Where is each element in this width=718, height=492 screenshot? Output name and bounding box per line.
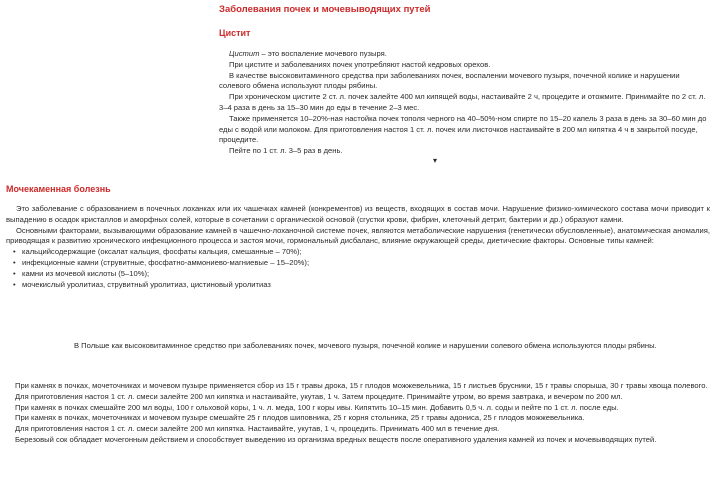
definition-term: Цистит [229, 49, 260, 58]
cystitis-paragraph-1: При цистите и заболеваниях почек употребляют настой кедровых орехов. [229, 59, 491, 69]
list-item: • кальцийсодержащие (оксалат кальция, фосфаты кальция, смешанные – 70%); [22, 247, 710, 258]
cystitis-paragraph-3: При хроническом цистите 2 ст. л. почек залейте 400 мл кипящей воды, настаивайте 2 ч, процедите и отожмите. Принимайте по 2 ст. л. 3–4 раза в день за 15–30 мин до еды в течение 2–3 мес. [219, 92, 706, 112]
urolithiasis-section [6, 204, 710, 290]
cystitis-section [219, 49, 711, 157]
recipe-paragraph: Для приготовления настоя 1 ст. л. смеси залейте 200 мл кипятка. Настаивайте, укутав, 1 ч, процедить. Принимать 400 мл в течение дня. [15, 424, 500, 434]
urolithiasis-paragraph-1: Это заболевание с образованием в почечных лоханках или их чашечках камней (конкрементов) из веществ, входящих в состав мочи. Нарушение физико-химического состава мочи приводит к выпадению в осадок кристаллов и аморфных солей, которые в сочетании с органической основой (сгустки крови, фибрин, клеточный детрит, бактерии и др.) образуют камни. [6, 204, 710, 224]
document-title: Заболевания почек и мочевыводящих путей [219, 4, 431, 15]
list-item: • инфекционные камни (струвитные, фосфатно-аммониево-магниевые – 15–20%); [22, 258, 710, 269]
definition-text: – это воспаление мочевого пузыря. [259, 49, 387, 58]
recipe-paragraph: При камнях в почках, мочеточниках и мочевом пузыре смешайте 25 г плодов шиповника, 25 г корня стольника, 25 г травы адониса, 25 г плодов можжевельника. [15, 413, 585, 423]
cystitis-paragraph-5: Пейте по 1 ст. л. 3–5 раз в день. [229, 146, 343, 156]
recipe-paragraph: Для приготовления настоя 1 ст. л. смеси залейте 200 мл кипятка и настаивайте, укутав, 1 ч. Затем процедите. Принимайте утром, во время завтрака, и вечером по 200 мл. [15, 391, 623, 401]
recipes-section [5, 381, 713, 446]
stone-types-list [6, 247, 710, 290]
cystitis-heading: Цистит [219, 28, 251, 38]
urolithiasis-paragraph-2: Основными факторами, вызывающими образование камней в чашечно-лоханочной системе почек, являются метаболические нарушения (генетически обусловленные), анатомическая аномалия, приводящая к развитию хронического инфекционного процесса и застоя мочи, гормональный дисбаланс, влияние окружающей среды, диетические факторы. Основные типы камней: [6, 225, 710, 246]
cystitis-paragraph-4: Также применяется 10–20%-ная настойка почек тополя черного на 40–50%-ном спирте по 15–20 капель 3 раза в день за 30–60 мин до еды с водой или молоком. Для приготовления настоя 1 ст. л. почек или листочков настаивайте в 200 мл кипятка 4 ч в закрытой посуде, процедите. [219, 113, 707, 145]
cystitis-paragraph-2: В качестве высоковитаминного средства при заболеваниях почек, воспалении мочевого пузыря, почечной колике и нарушении солевого обмена используют плоды рябины. [219, 70, 680, 91]
recipe-paragraph: При камнях в почках смешайте 200 мл воды, 100 г ольховой коры, 1 ч. л. меда, 100 г коры ивы. Кипятить 10–15 мин. Добавить 0,5 ч. л. соды и пейте по 1 ст. л. после еды. [15, 402, 619, 412]
urolithiasis-heading: Мочекаменная болезнь [6, 184, 111, 194]
recipe-paragraph: Березовый сок обладает мочегонным действием и способствует выведению из организма вредных веществ после оперативного удаления камней из почек и мочевыводящих путей. [15, 434, 657, 444]
recipe-paragraph: При камнях в почках, мочеточниках и мочевом пузыре применяется сбор из 15 г травы дрока, 15 г плодов можжевельника, 15 г листьев брусники, 15 г травы спорыша, 30 г травы хвоща полевого. [15, 381, 708, 390]
poland-paragraph [30, 341, 682, 352]
list-item: • мочекислый уролитиаз, струвитный уролитиаз, цистиновый уролитиаз [22, 280, 710, 291]
poland-text: В Польше как высоковитаминное средство при заболеваниях почек, мочевого пузыря, почечной колике и нарушении солевого обмена используются плоды рябины. [74, 341, 657, 350]
list-item: • камни из мочевой кислоты (5–10%); [22, 269, 710, 280]
cystitis-definition [219, 49, 711, 60]
small-marker: ▾ [433, 156, 438, 165]
